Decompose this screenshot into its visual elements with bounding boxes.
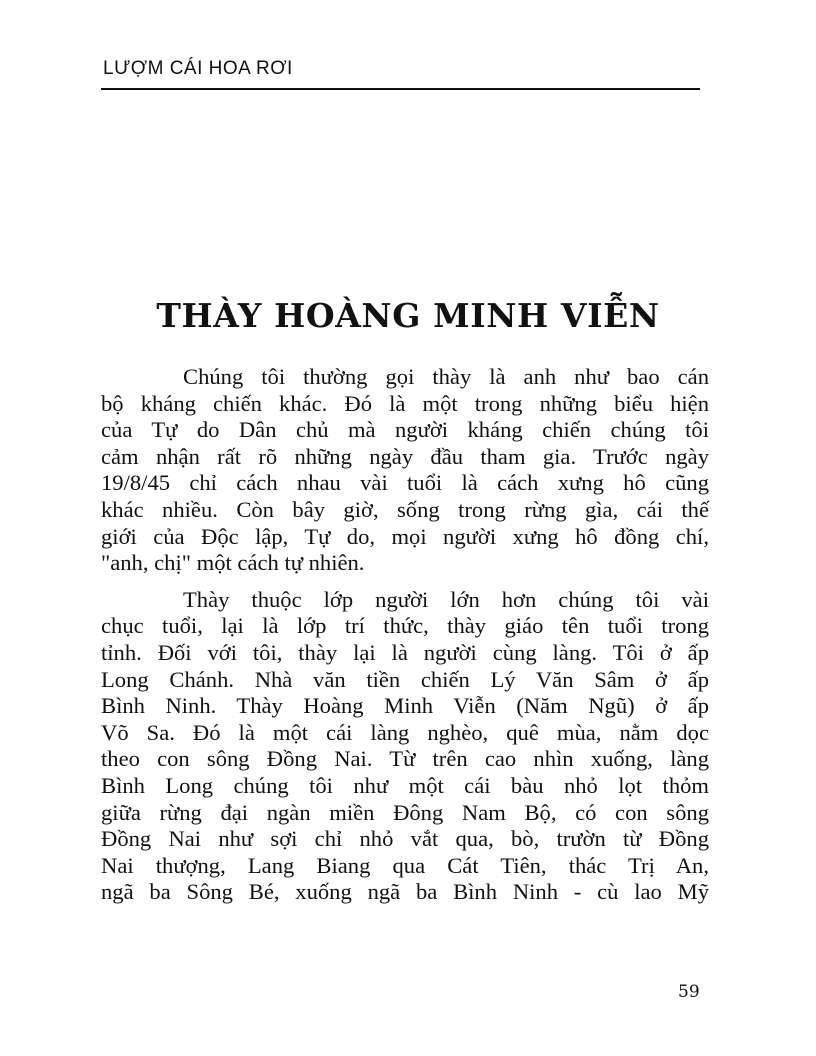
text-line: 19/8/45 chỉ cách nhau vài tuổi là cách xưng hô cũng [101,470,709,496]
text-line: giới của Độc lập, Tự do, mọi người xưng hô đồng chí, [101,523,709,549]
text-line: Thày thuộc lớp người lớn hơn chúng tôi vài [183,586,709,612]
chapter-title: THÀY HOÀNG MINH VIỄN [156,296,660,335]
text-line: "anh, chị" một cách tự nhiên. [101,550,365,576]
text-line: ngã ba Sông Bé, xuống ngã ba Bình Ninh - cù lao Mỹ [101,879,709,905]
header-rule [101,88,700,90]
text-line: tỉnh. Đối với tôi, thày lại là người cùng làng. Tôi ở ấp [101,639,709,665]
running-head: LƯỢM CÁI HOA RƠI [103,58,293,79]
text-line: chục tuổi, lại là lớp trí thức, thày giáo tên tuổi trong [101,613,709,639]
text-line: Long Chánh. Nhà văn tiền chiến Lý Văn Sâm ở ấp [101,666,709,692]
text-line: Chúng tôi thường gọi thày là anh như bao cán [183,364,709,389]
text-line: giữa rừng đại ngàn miền Đông Nam Bộ, có con sông [101,799,709,825]
text-line: Đồng Nai như sợi chỉ nhỏ vắt qua, bò, trườn từ Đồng [101,826,709,852]
text-line: khác nhiều. Còn bây giờ, sống trong rừng gìa, cái thế [101,496,709,522]
text-line: bộ kháng chiến khác. Đó là một trong những biểu hiện [101,390,709,416]
paragraph-2 [101,587,709,906]
text-line: của Tự do Dân chủ mà người kháng chiến chúng tôi [101,417,709,443]
text-line: Nai thượng, Lang Biang qua Cát Tiên, thác Trị An, [101,852,709,878]
text-line: Bình Ninh. Thày Hoàng Minh Viễn (Năm Ngũ) ở ấp [101,693,709,719]
body-text [101,364,709,906]
page-number: 59 [678,982,700,1002]
text-line: theo con sông Đồng Nai. Từ trên cao nhìn xuống, làng [101,746,709,772]
paragraph-1 [101,364,709,577]
text-line: Bình Long chúng tôi như một cái bàu nhỏ lọt thỏm [101,772,709,798]
text-line: cảm nhận rất rõ những ngày đầu tham gia. Trước ngày [101,443,709,469]
text-line: Võ Sa. Đó là một cái làng nghèo, quê mùa, nằm dọc [101,719,709,745]
paragraph-gap [101,577,709,587]
